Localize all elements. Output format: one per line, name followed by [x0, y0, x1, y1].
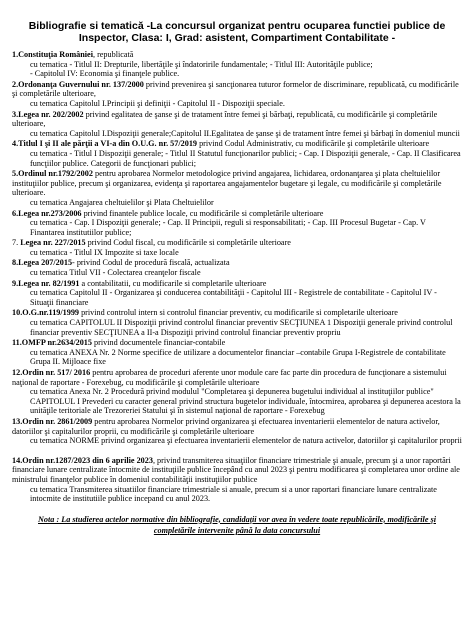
item-topic: cu tematica NORME privind organizarea şi efectuarea inventarierii elementelor de natura activelor, datoriilor şi capitalurilor proprii	[30, 436, 462, 446]
item-topic: cu tematica Angajarea cheltuielilor şi Plata Cheltuielilor	[30, 197, 214, 207]
item-number: 6.	[12, 208, 19, 218]
item-number: 1.	[12, 50, 19, 59]
item-description: privind documentele financiar-contabile	[92, 338, 226, 348]
item-act-title: Ordonanţa Guvernului nr. 137/2000	[18, 79, 144, 89]
item-number: 5.	[12, 169, 19, 179]
item-heading	[12, 139, 462, 149]
item-heading	[12, 80, 462, 99]
item-topic: cu tematica - Titlul I Dispoziţii generale; - Titlul II Statutul funcţionarilor publici; - Cap. I Dispoziţii generale, - Cap. II Clasificarea funcţiilor publice. Categorii de funcţionari publici;	[30, 148, 461, 168]
item-topic: cu tematica Transmiterea situatiilor financiare trimestriale si anuale, precum si a unor raportari financiare lunare centralizate intocmite de institutiile publice incepand cu anul 2023.	[30, 484, 437, 504]
item-heading	[12, 110, 462, 129]
item-act-title: Ordinul nr.1792/2002	[18, 169, 93, 179]
item-heading	[12, 50, 462, 60]
item-heading	[12, 279, 462, 289]
item-act-title: O.G.nr.119/1999	[22, 308, 80, 318]
bibliography-item	[12, 338, 462, 367]
item-topic: - Capitolul IV: Economia şi finanţele publice.	[30, 69, 180, 79]
bibliography-item	[12, 308, 462, 337]
item-number: 8.	[12, 258, 19, 268]
item-description: pentru aprobarea de proceduri aferente unor module care fac parte din procedura de funcţionare a sistemului naţional de raportare - Forexebug, cu modificările şi completările ulterioare	[12, 368, 447, 387]
bibliography-item	[12, 456, 462, 504]
item-topic: cu tematica CAPITOLUL II Dispoziţii privind controlul financiar preventiv SECŢIUNEA 1 Dispoziţii generale privind controlul financiar preventiv SECŢIUNEA a II-a Dispoziţii privind controlul financiar preventiv propriu	[30, 318, 453, 337]
item-number: 2.	[12, 79, 19, 89]
item-act-title: Titlul I şi II ale părţii a VI-a din O.U.G. nr. 57/2019	[18, 139, 198, 149]
item-description: pentru aprobarea Normelor privind organizarea şi efectuarea inventarierii elementelor de natura activelor, datoriilor şi capitalurilor proprii, cu modificările şi completările ulterioare	[12, 416, 440, 436]
item-heading	[12, 308, 462, 318]
item-heading	[12, 169, 462, 198]
item-topic: cu tematica Capitolul I.Dispoziţii generale;Capitolul II.Egalitatea de şanse şi de tratament între femei şi bărbaţi în domeniul muncii	[30, 128, 460, 138]
item-description: privind Codul fiscal, cu modificările si completările ulterioare	[85, 238, 291, 248]
item-number: 11.	[12, 338, 22, 348]
item-number: 14.	[12, 455, 23, 465]
bibliography-item	[12, 169, 462, 207]
item-act-title: Constituţia României	[18, 50, 93, 59]
item-topic: cu tematica ANEXA Nr. 2 Norme specifice de utilizare a documentelor financiar –contabile Grupa I-Registrele de contabilitate Grupa II. Mijloace fixe	[30, 347, 446, 367]
item-act-title: Ordin nr. 517/ 2016	[22, 368, 91, 377]
bibliography-item	[12, 238, 462, 257]
item-heading	[12, 238, 462, 248]
item-topic: cu tematica Capitolul II - Organizarea şi conducerea contabilităţii - Capitolul III - Registrele de contabilitate - Capitolul IV - Situaţii financiare	[30, 288, 437, 307]
item-topic: cu tematica - Titlul IX Impozite si taxe locale	[30, 247, 179, 257]
item-number: 12.	[12, 368, 23, 377]
item-description: - privind Codul de procedură fiscală, actualizata	[72, 258, 230, 268]
item-number: 9.	[12, 278, 19, 288]
item-description: privind prevenirea şi sancţionarea tuturor formelor de discriminare, republicată, cu modificările şi completările ulterioare,	[12, 79, 459, 99]
footer-note: Nota : La studierea actelor normative din bibliografie, candidaţii vor avea în vedere toate republicările, modificările şi completările intervenite până la data concursului	[38, 514, 436, 535]
item-act-title: OMFP nr.2634/2015	[21, 338, 92, 348]
item-heading	[12, 417, 462, 436]
item-description: privind Codul Administrativ, cu modificările şi completările ulterioare	[197, 139, 430, 149]
item-number: 7.	[12, 238, 19, 248]
item-description: pentru aprobarea Normelor metodologice privind angajarea, lichidarea, ordonanţarea şi plata cheltuielilor instituţiilor publice, precum şi organizarea, evidenţa şi raportarea angajamentelor bugetare şi legale, cu modificările şi completările ulterioare.	[12, 169, 442, 198]
item-act-title: Ordin nr.1287/2023 din 6 aprilie 2023	[22, 455, 153, 465]
bibliography-item	[12, 417, 462, 446]
bibliography-list	[12, 50, 462, 504]
item-description: privind finantele publice locale, cu modificările si completările ulterioare	[81, 208, 324, 218]
bibliography-item	[12, 258, 462, 277]
item-heading	[12, 456, 462, 485]
bibliography-item	[12, 209, 462, 238]
item-topic: cu tematica - Cap. I Dispoziţii generale; - Cap. II Principii, reguli si responsabilitati; - Cap. III Procesul Bugetar - Cap. V Finantarea institutiilor publice;	[30, 218, 426, 237]
item-topic: cu tematica - Titlul II: Drepturile, libertăţile şi îndatoririle fundamentale; - Titlul III: Autorităţile publice;	[30, 59, 373, 69]
item-act-title: Ordin nr. 2861/2009	[22, 416, 93, 426]
item-description: a contabilitatii, cu modificarile si completarile ulterioare	[79, 278, 267, 288]
bibliography-item	[12, 368, 462, 416]
bibliography-item	[12, 110, 462, 139]
bibliography-item	[12, 139, 462, 168]
item-number: 13.	[12, 416, 23, 426]
item-act-title: Legea 207/2015	[18, 258, 73, 268]
item-description: , privind transmiterea situaţiilor financiare trimestriale şi anuale, precum şi a unor raportări financiare lunare centralizate întocmite de instituţiile publice începând cu anul 2023 şi pentru modificarea şi completarea unor ordine ale ministrului finanţelor publice în domeniul contabilităţii instituţiilor publice	[12, 455, 460, 484]
item-heading	[12, 209, 462, 219]
item-number: 3.	[12, 109, 19, 119]
spacer	[12, 447, 462, 456]
item-topic: cu tematica Anexa Nr. 2 Procedură privind modulul "Completarea şi depunerea bugetului individual al instituţiilor publice" CAPITOLUL I Prevederi cu caracter general privind structura bugetelor individuale, întocmirea, aprobarea şi depunerea acestora la unităţile teritoriale ale Trezoreriei Statului şi în sistemul naţional de raportare - Forexebug	[30, 387, 461, 416]
item-act-title: Legea nr. 227/2015	[20, 238, 86, 248]
item-description: privind controlul intern si controlul financiar preventiv, cu modificarile si completarile ulterioare	[79, 308, 398, 318]
item-act-title: Legea nr. 82/1991	[18, 278, 80, 288]
item-heading	[12, 258, 462, 268]
item-description: , republicată	[92, 50, 134, 59]
bibliography-item	[12, 50, 462, 79]
item-topic: cu tematica Capitolul I.Principii şi definiţii - Capitolul II - Dispoziţii speciale.	[30, 98, 285, 108]
bibliography-item	[12, 279, 462, 308]
item-act-title: Legea nr.273/2006	[18, 208, 82, 218]
item-topic: cu tematica Titlul VII - Colectarea creanţelor fiscale	[30, 268, 201, 278]
bibliography-item	[12, 80, 462, 109]
item-act-title: Legea nr. 202/2002	[18, 109, 84, 119]
item-description: privind egalitatea de şanse şi de tratament între femei şi bărbaţi, republicată, cu modificările şi completările ulterioare,	[12, 109, 438, 129]
document-title: Bibliografie si tematică -La concursul organizat pentru ocuparea functiei publice de Inspector, Clasa: I, Grad: asistent, Compartiment Contabilitate -	[28, 20, 446, 44]
item-heading	[12, 368, 462, 387]
item-number: 10.	[12, 308, 23, 318]
item-number: 4.	[12, 139, 19, 149]
item-heading	[12, 338, 462, 348]
